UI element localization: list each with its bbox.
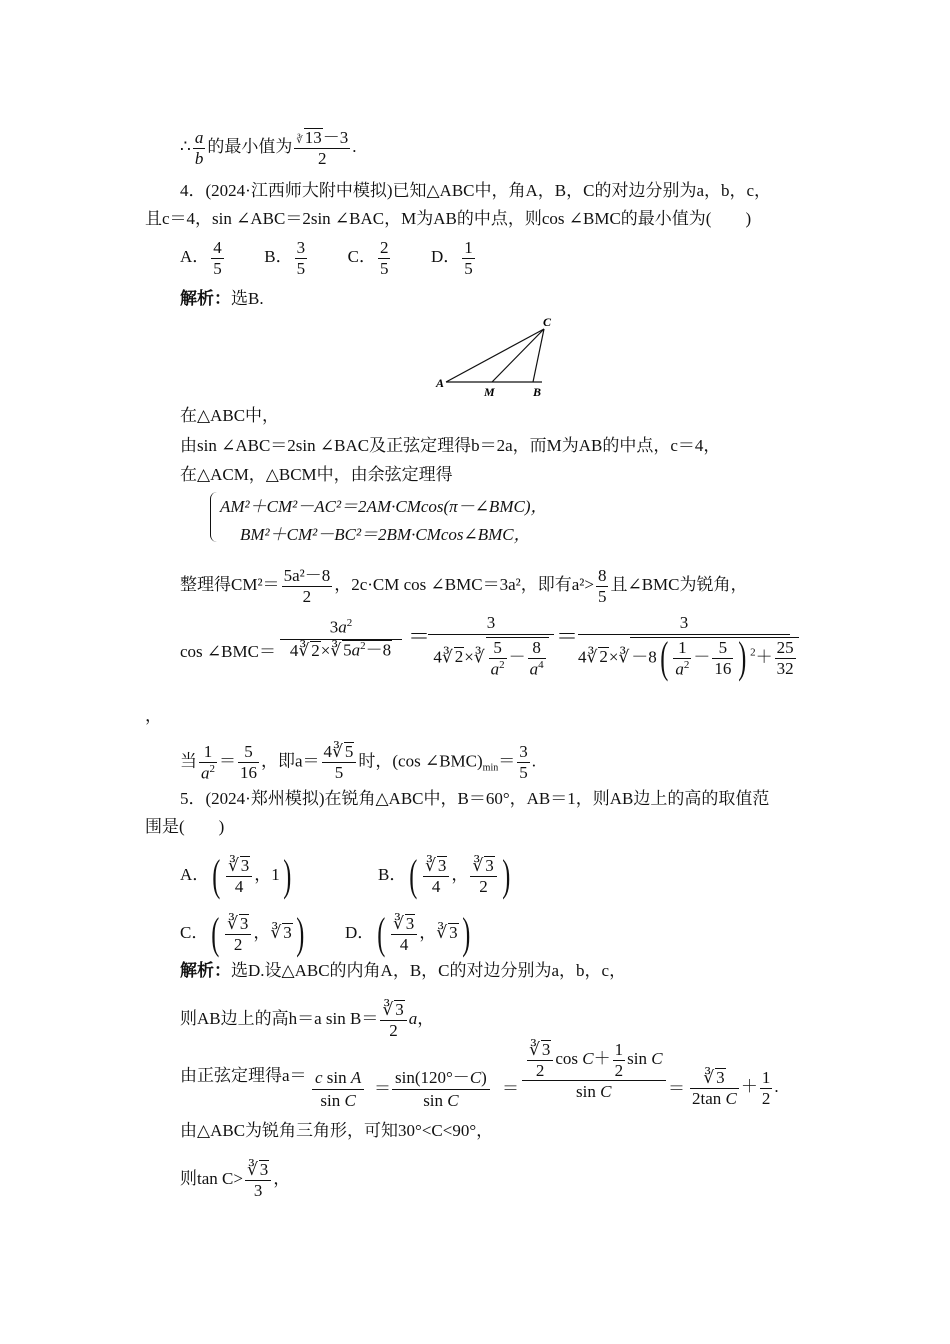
q5-frac4: $\frac{∛ 3}{\text{2tan C}}$ ＋ $\frac{1}{2}$ .	[692, 1068, 779, 1108]
segment-cm	[492, 329, 544, 382]
label-m: M	[484, 385, 495, 399]
q5-tan: 则tan C> $\frac{∛ 3}{3}$ ，	[180, 1160, 291, 1200]
q5-eq3: ＝	[668, 1079, 685, 1098]
q5-analysis: 解析：选D.设△ABC的内角A，B，C的对边分别为a，b，c，	[180, 961, 627, 980]
equals-1: ＝	[408, 624, 431, 649]
q5-frac1: c sin A sin C	[312, 1067, 364, 1112]
equation-2: BM²＋CM²－BC²＝2BM·CMcos∠BMC，	[240, 525, 531, 544]
label-b: B	[533, 385, 542, 399]
q4-option-d[interactable]: D． $\frac{1}{5}$	[430, 238, 473, 278]
q4-stem-line2: 且c＝4，sin ∠ABC＝2sin ∠BAC，M为AB的中点，则cos ∠BMC的最小值为( )	[145, 209, 752, 228]
q5-option-a[interactable]: A．( $\frac{∛ 3}{4}$ ，1)	[180, 851, 292, 901]
equation-1: AM²＋CM²－AC²＝2AM·CMcos(π－∠BMC)，	[220, 497, 548, 516]
q4-option-b[interactable]: B． $\frac{3}{5}$	[264, 238, 306, 278]
q5-frac2: sin(120°－C) sin C	[392, 1067, 490, 1112]
q4-option-c[interactable]: C． $\frac{2}{5}$	[347, 238, 389, 278]
q5-stem-line1: 5．(2024·郑州模拟)在锐角△ABC中，B＝60°，AB＝1，则AB边上的高的取值范	[180, 789, 770, 808]
prev-conclusion: ∴ $\frac{a}{b}$ 的最小值为 $\frac{∛ 13-3}{2}$ .	[180, 128, 357, 168]
q4-option-a[interactable]: A． $\frac{4}{5}$	[180, 238, 222, 278]
q5-eq1: ＝	[374, 1079, 391, 1098]
q5-height: 则AB边上的高h＝a sin B＝ $\frac{∛ 3}{2}$ a，	[180, 1000, 435, 1040]
q4-analysis: 解析：选B.	[180, 289, 264, 308]
q5-eq2: ＝	[502, 1079, 519, 1098]
q4-step4: 整理得CM²＝ $\frac{\text{5a²－8}}{2}$ ，2c·CM cos ∠BMC＝3a²，即有a²> $\frac{8}{5}$ 且∠BMC为锐角，	[180, 566, 748, 606]
segment-ac	[446, 329, 544, 382]
q4-step2: 由sin ∠ABC＝2sin ∠BAC及正弦定理得b＝2a，而M为AB的中点，c＝4，	[180, 436, 721, 455]
cos-frac1: $3a^2$ 4∛ 2×∛ $5a^2-8$	[280, 612, 402, 662]
q5-sine-rule: 由正弦定理得a＝	[180, 1066, 307, 1085]
q5-option-c[interactable]: C．( $\frac{∛ 3}{2}$ ，∛ 3)	[180, 909, 305, 959]
equals-2: ＝	[556, 624, 579, 649]
q4-step3: 在△ACM，△BCM中，由余弦定理得	[180, 465, 453, 484]
label-c: C	[543, 315, 552, 329]
q5-acute: 由△ABC为锐角三角形，可知30°<C<90°，	[180, 1121, 494, 1140]
label-a: A	[436, 376, 445, 390]
cos-lhs: cos ∠BMC＝	[180, 642, 276, 661]
q5-option-d[interactable]: D．( $\frac{∛ 3}{4}$ ，∛ 3)	[345, 909, 470, 959]
trailing-comma: ，	[145, 706, 162, 725]
q5-frac3: $\frac{∛ 3}{2}$ cos C＋ $\frac{1}{2}$ sin C sin C	[522, 1040, 666, 1103]
q4-options	[180, 238, 477, 278]
q4-stem-line1: 4．(2024·江西师大附中模拟)已知△ABC中，角A，B，C的对边分别为a，b，c，	[180, 181, 772, 200]
q5-option-b[interactable]: B．( $\frac{∛ 3}{4}$ ， $\frac{∛ 3}{2}$ )	[378, 851, 511, 901]
q4-step5: 当 $\frac{1}{a^2}$ ＝ $\frac{5}{16}$ ，即a＝ $\frac{4∛ 5}{5}$ 时，(cos $\angle BMC)_{min}=$ $\frac{3}{5}$ .	[180, 742, 536, 783]
segment-bc	[533, 329, 544, 382]
cos-frac3: 3 4∛ 2×∛ －8( $\frac{1}{a^2}$ － $\frac{5}{16}$ ) $^2$＋ $\frac{25}{32}$	[578, 612, 790, 679]
triangle-figure	[430, 312, 560, 402]
cos-frac2: 3 4∛ 2×∛ $\frac{5}{a^2}$ － $\frac{8}{a^4}$	[428, 612, 554, 679]
q5-stem-line2: 围是( )	[145, 817, 225, 836]
q4-step1: 在△ABC中，	[180, 406, 280, 425]
